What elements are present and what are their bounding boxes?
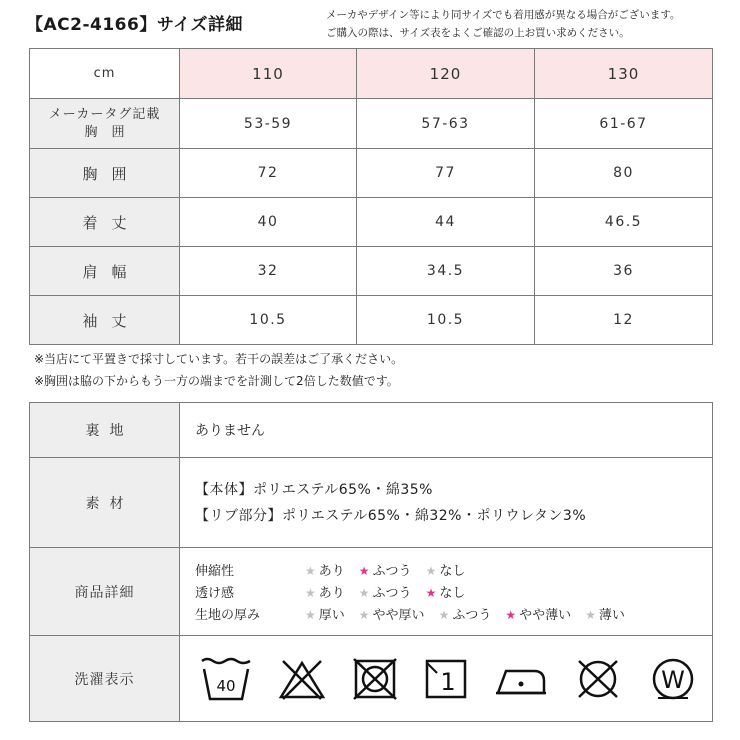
no-dryclean-icon bbox=[573, 657, 623, 701]
rating-option-label: あり bbox=[318, 564, 345, 579]
rating-option-label: 厚い bbox=[318, 608, 345, 623]
remark-line: ※当店にて平置きで採寸しています。若干の誤差はご了承ください。 bbox=[34, 352, 404, 366]
material-line: 【本体】ポリエステル65%・綿35% bbox=[195, 481, 433, 498]
rating-option-label: ふつう bbox=[452, 608, 492, 623]
detail-table bbox=[29, 402, 713, 722]
material-label: 素材 bbox=[30, 458, 180, 548]
table-cell: 57-63 bbox=[357, 99, 535, 149]
rating-option bbox=[505, 604, 571, 623]
table-row bbox=[30, 99, 713, 149]
table-row bbox=[30, 198, 713, 247]
table-row bbox=[30, 247, 713, 296]
svg-text:W: W bbox=[661, 665, 685, 694]
notice-line-1: メーカやデザイン等により同サイズでも着用感が異なる場合がございます。 bbox=[326, 9, 681, 21]
rating-option-label: やや薄い bbox=[519, 608, 572, 623]
table-cell: 10.5 bbox=[180, 296, 357, 345]
remarks bbox=[34, 348, 403, 392]
material-value bbox=[180, 458, 713, 548]
lining-value: ありません bbox=[180, 403, 713, 458]
rating-option bbox=[305, 582, 345, 601]
table-cell: 61-67 bbox=[535, 99, 713, 149]
table-cell: 40 bbox=[180, 198, 357, 247]
rating-option bbox=[439, 604, 492, 623]
table-cell: 34.5 bbox=[357, 247, 535, 296]
row-label: 胸囲 bbox=[30, 149, 180, 198]
star-selected-icon: ★ bbox=[505, 608, 517, 622]
rating-option bbox=[359, 582, 412, 601]
table-cell: 36 bbox=[535, 247, 713, 296]
rating-row bbox=[195, 581, 712, 603]
svg-text:1: 1 bbox=[440, 667, 456, 696]
star-icon: ★ bbox=[358, 586, 370, 600]
care-icons-cell bbox=[180, 636, 713, 722]
remark-line: ※胸囲は脇の下からもう一方の端までを計測して2倍した数値です。 bbox=[34, 374, 399, 388]
rating-option bbox=[426, 582, 466, 601]
star-icon: ★ bbox=[305, 608, 316, 622]
size-header: 130 bbox=[535, 49, 713, 99]
rating-option bbox=[359, 604, 425, 623]
table-cell: 53-59 bbox=[180, 99, 357, 149]
rating-option-label: あり bbox=[318, 586, 345, 601]
lining-row bbox=[30, 403, 713, 458]
ratings-list bbox=[195, 559, 712, 625]
rating-option bbox=[305, 604, 345, 623]
svg-text:40: 40 bbox=[216, 676, 236, 695]
rating-option bbox=[305, 560, 345, 579]
care-icons bbox=[195, 656, 712, 702]
unit-cell: cm bbox=[30, 49, 180, 99]
star-selected-icon: ★ bbox=[358, 564, 370, 578]
table-cell: 12 bbox=[535, 296, 713, 345]
ratings-cell bbox=[180, 548, 713, 636]
table-cell: 46.5 bbox=[535, 198, 713, 247]
rating-label: 伸縮性 bbox=[195, 564, 235, 579]
rating-label: 透け感 bbox=[195, 586, 235, 601]
no-tumble-dry-icon bbox=[352, 657, 398, 701]
size-header: 120 bbox=[357, 49, 535, 99]
size-header-row bbox=[30, 49, 713, 99]
rating-option bbox=[585, 604, 625, 623]
row-label: 肩幅 bbox=[30, 247, 180, 296]
rating-label: 生地の厚み bbox=[195, 608, 261, 623]
table-cell: 44 bbox=[357, 198, 535, 247]
table-row bbox=[30, 296, 713, 345]
rating-option bbox=[359, 560, 412, 579]
star-icon: ★ bbox=[438, 608, 450, 622]
material-line: 【リブ部分】ポリエステル65%・綿32%・ポリウレタン3% bbox=[195, 507, 587, 524]
star-icon: ★ bbox=[425, 564, 437, 578]
rating-option bbox=[426, 560, 466, 579]
row-label: 袖丈 bbox=[30, 296, 180, 345]
rating-option-label: やや厚い bbox=[372, 608, 425, 623]
rating-option-label: なし bbox=[439, 564, 466, 579]
table-cell: 10.5 bbox=[357, 296, 535, 345]
rating-row bbox=[195, 603, 712, 625]
product-detail-label: 商品詳細 bbox=[30, 548, 180, 636]
star-icon: ★ bbox=[358, 608, 370, 622]
no-bleach-icon bbox=[277, 657, 327, 701]
star-icon: ★ bbox=[305, 586, 316, 600]
product-detail-row bbox=[30, 548, 713, 636]
star-icon: ★ bbox=[585, 608, 596, 622]
rating-row bbox=[195, 559, 712, 581]
size-table bbox=[29, 48, 713, 345]
wash-40-icon bbox=[200, 657, 252, 701]
row-label: メーカータグ記載 胸囲 bbox=[30, 99, 180, 149]
star-icon: ★ bbox=[305, 564, 316, 578]
lining-label: 裏地 bbox=[30, 403, 180, 458]
rating-option-label: ふつう bbox=[372, 564, 412, 579]
table-cell: 80 bbox=[535, 149, 713, 198]
wet-clean-icon bbox=[648, 656, 698, 702]
rating-option-label: ふつう bbox=[372, 586, 412, 601]
size-header: 110 bbox=[180, 49, 357, 99]
table-cell: 32 bbox=[180, 247, 357, 296]
row-label: 着丈 bbox=[30, 198, 180, 247]
line-dry-icon bbox=[423, 657, 469, 701]
care-label: 洗濯表示 bbox=[30, 636, 180, 722]
iron-low-icon bbox=[494, 657, 548, 701]
page-title: 【AC2-4166】サイズ詳細 bbox=[26, 15, 243, 35]
notice-text bbox=[326, 6, 680, 42]
rating-option-label: 薄い bbox=[598, 608, 625, 623]
rating-option-label: なし bbox=[439, 586, 466, 601]
table-cell: 77 bbox=[357, 149, 535, 198]
star-selected-icon: ★ bbox=[425, 586, 437, 600]
notice-line-2: ご購入の際は、サイズ表をよくご確認の上お買い求めください。 bbox=[326, 27, 630, 39]
care-row bbox=[30, 636, 713, 722]
table-row bbox=[30, 149, 713, 198]
table-cell: 72 bbox=[180, 149, 357, 198]
material-row bbox=[30, 458, 713, 548]
